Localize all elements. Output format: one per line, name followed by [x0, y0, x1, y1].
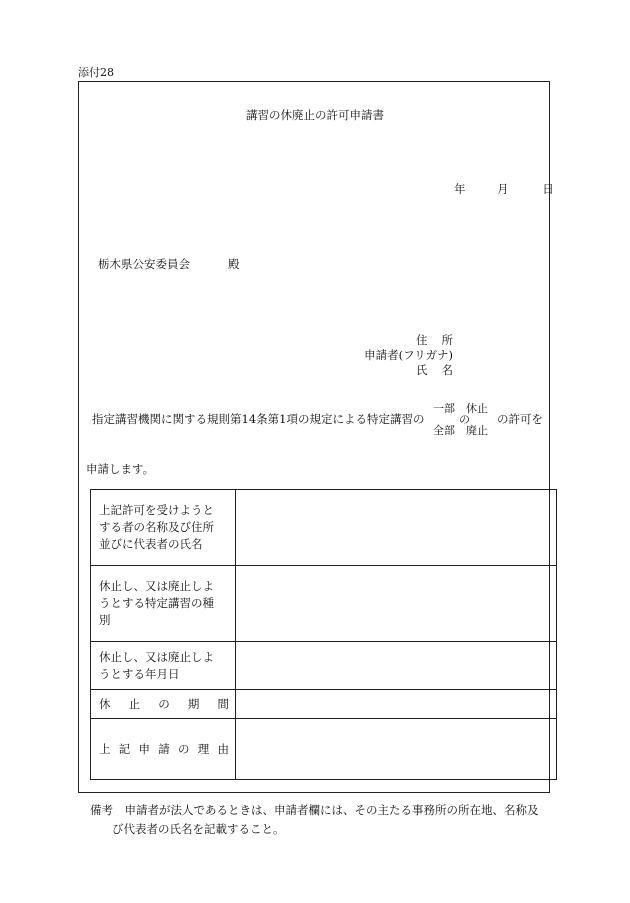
body-sentence-line2: 申請します。: [86, 462, 155, 476]
addressee-honorific: 殿: [228, 257, 240, 271]
date-month-label: 月: [497, 182, 509, 196]
table-row-label: 上記許可を受けようと する者の名称及び住所 並びに代表者の氏名: [91, 490, 236, 566]
document-title: 講習の休廃止の許可申請書: [246, 108, 384, 122]
addressee: [98, 256, 240, 272]
option-partial-suspend: 一部 休止: [433, 402, 488, 415]
table-row-value-field[interactable]: [236, 566, 557, 642]
table-row-value-field[interactable]: [236, 690, 557, 719]
body-sentence-end: の許可を: [497, 412, 543, 426]
remark-line-2: び代表者の氏名を記載すること。: [112, 822, 285, 836]
table-row-label: 上 記 申 請 の 理 由: [91, 719, 236, 780]
option-connector: の: [459, 413, 470, 426]
date-line: [454, 181, 554, 197]
date-day-label: 日: [542, 182, 554, 196]
date-year-label: 年: [454, 182, 466, 196]
addressee-name: 栃木県公安委員会: [98, 257, 190, 271]
application-table: [90, 489, 557, 780]
table-row-value-field[interactable]: [236, 719, 557, 780]
option-full-abolish: 全部 廃止: [433, 424, 488, 437]
table-row: [91, 719, 557, 780]
table-row-value-field[interactable]: [236, 490, 557, 566]
table-row: [91, 690, 557, 719]
table-row-label: 休 止 の 期 間: [91, 690, 236, 719]
table-row-label: 休止し、又は廃止しよ うとする特定講習の種 別: [91, 566, 236, 642]
applicant-address-label: 住 所: [416, 333, 453, 347]
table-row: [91, 642, 557, 690]
table-row-label: 休止し、又は廃止しよ うとする年月日: [91, 642, 236, 690]
applicant-furigana-label: 申請者(フリガナ): [364, 348, 453, 362]
remark-line-1: 備考 申請者が法人であるときは、申請者欄には、その主たる事務所の所在地、名称及: [90, 803, 539, 817]
applicant-name-label: 氏 名: [416, 363, 453, 377]
form-number-label: 添付28: [78, 66, 114, 79]
table-row: [91, 566, 557, 642]
table-row-value-field[interactable]: [236, 642, 557, 690]
table-row: [91, 490, 557, 566]
body-sentence-start: 指定講習機関に関する規則第14条第1項の規定による特定講習の: [92, 412, 425, 426]
